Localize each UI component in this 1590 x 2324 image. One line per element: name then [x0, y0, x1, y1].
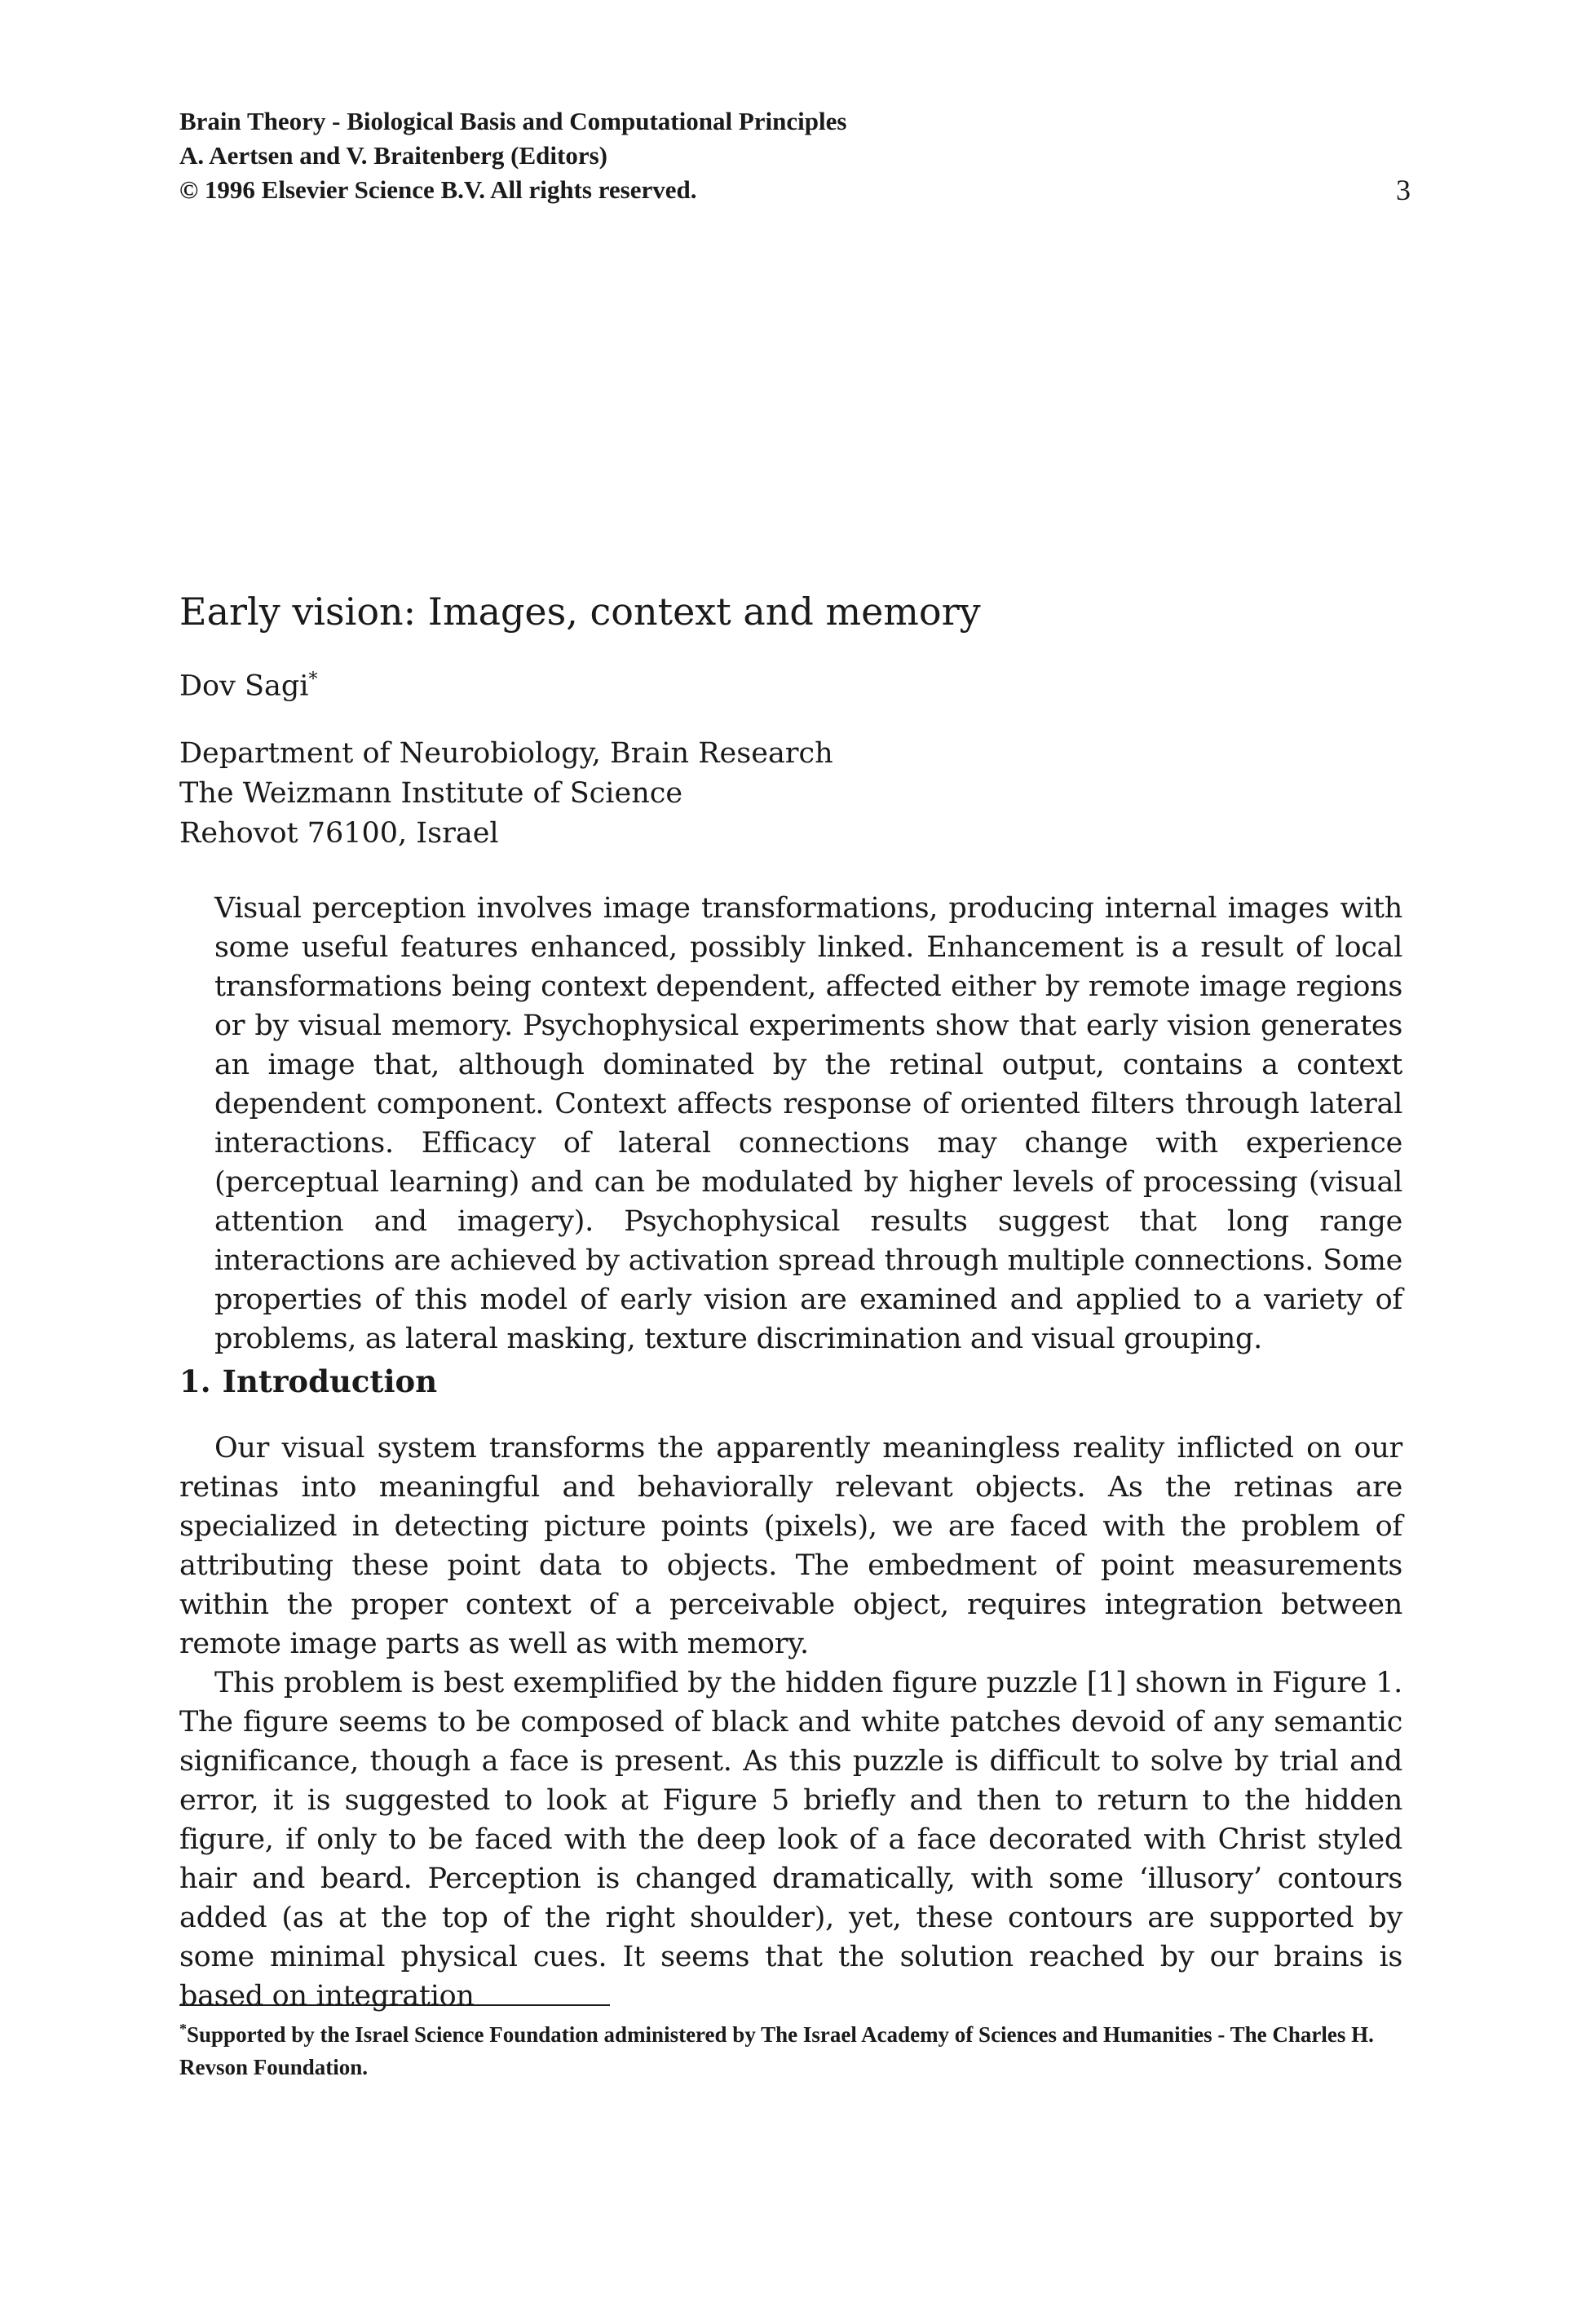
article-title: Early vision: Images, context and memory [179, 590, 981, 634]
affiliation-location: Rehovot 76100, Israel [179, 817, 499, 850]
section-number: 1. [179, 1363, 211, 1399]
section-title: Introduction [222, 1363, 438, 1399]
book-editors: A. Aertsen and V. Braitenberg (Editors) [179, 141, 607, 170]
section-body [179, 1429, 1402, 2016]
paragraph: This problem is best exemplified by the hidden figure puzzle [1] shown in Figure 1. The figure seems to be composed of black and white patches devoid of any semantic significance, though a face is present. As this puzzle is difficult to solve by trial and error, it is suggested to look at Figure 5 briefly and then to return to the hidden figure, if only to be faced with the deep look of a face decorated with Christ styled hair and beard. Perception is changed dramatically, with some ‘illusory’ contours added (as at the top of the right shoulder), yet, these contours are supported by some minimal physical cues. It seems that the solution reached by our brains is based on integration [179, 1667, 1402, 2013]
author-line [179, 662, 317, 705]
footnote-mark: * [179, 2021, 187, 2037]
affiliation [179, 734, 833, 854]
abstract: Visual perception involves image transformations, producing internal images with some useful features enhanced, possibly linked. Enhancement is a result of local transformations being context dependent, affected either by remote image regions or by visual memory. Psychophysical experiments show that early vision generates an image that, although dominated by the retinal output, contains a context dependent component. Context affects response of oriented filters through lateral interactions. Efficacy of lateral connections may change with experience (perceptual learning) and can be modulated by higher levels of processing (visual attention and imagery). Psychophysical results suggest that long range interactions are achieved by activation spread through multiple connections. Some properties of this model of early vision are examined and applied to a variety of problems, as lateral masking, texture discrimination and visual grouping. [214, 892, 1402, 1355]
affiliation-institute: The Weizmann Institute of Science [179, 777, 683, 810]
book-title: Brain Theory - Biological Basis and Computational Principles [179, 107, 847, 135]
paragraph: Our visual system transforms the apparently meaningless reality inflicted on our retinas into meaningful and behaviorally relevant objects. As the retinas are specialized in detecting picture points (pixels), we are faced with the problem of attributing these point data to objects. The embedment of point measurements within the proper context of a perceivable object, requires integration between remote image parts as well as with memory. [179, 1432, 1402, 1660]
author-footnote-mark: * [308, 669, 318, 690]
affiliation-department: Department of Neurobiology, Brain Research [179, 737, 833, 770]
footnote-text: Supported by the Israel Science Foundation administered by The Israel Academy of Sciences and Humanities - The Charles H. Revson Foundation. [179, 2022, 1374, 2079]
footnote [179, 2013, 1402, 2083]
section-heading [179, 1362, 437, 1401]
running-header [179, 104, 1411, 207]
copyright-notice: © 1996 Elsevier Science B.V. All rights reserved. [179, 175, 697, 204]
page-number: 3 [1396, 174, 1411, 206]
footnote-divider [179, 2004, 610, 2006]
author-name: Dov Sagi [179, 669, 309, 703]
